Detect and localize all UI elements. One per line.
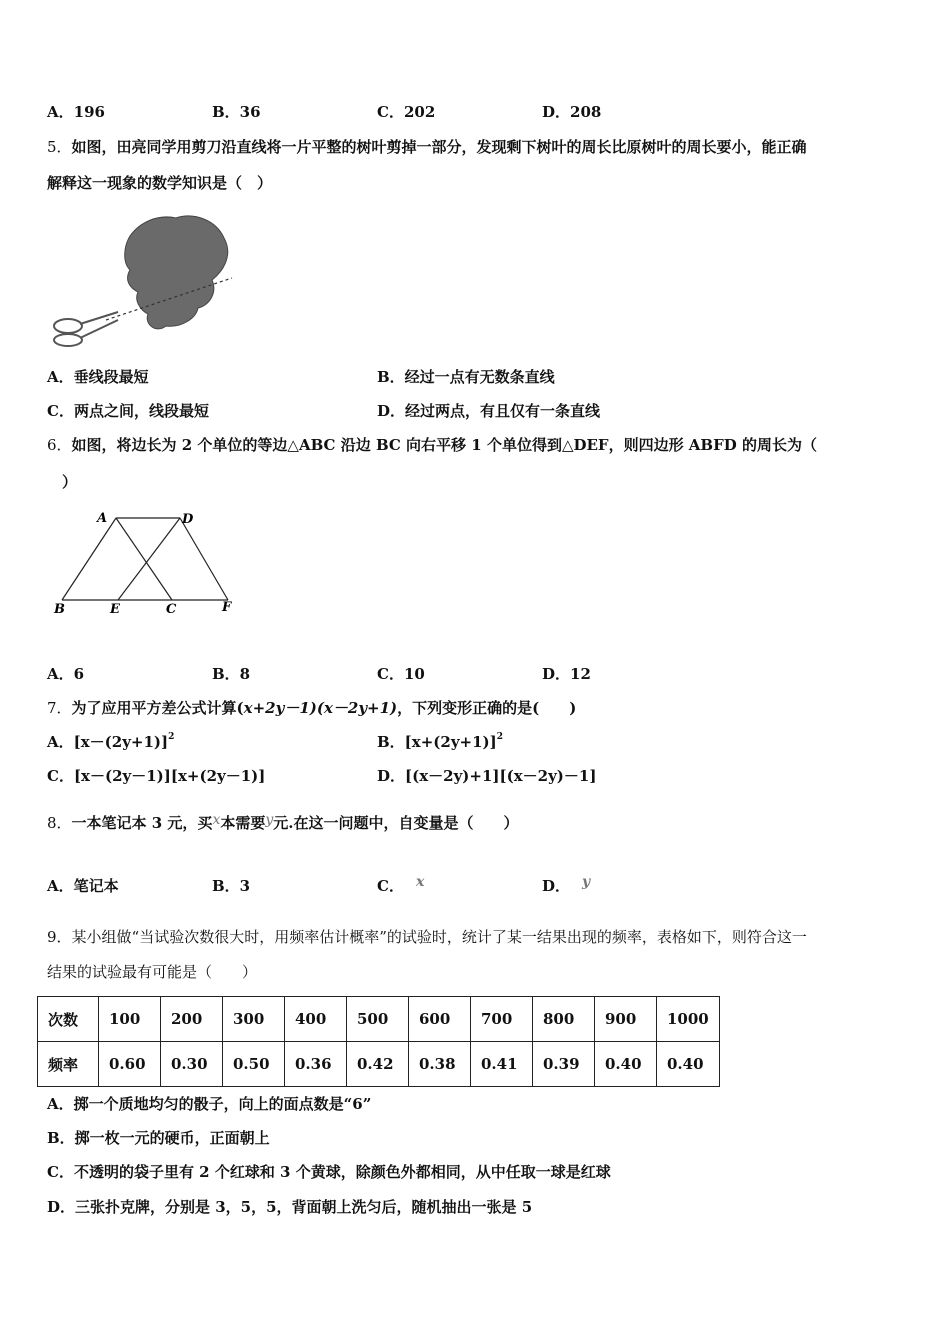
q4-option-a: A．196 [47,103,105,121]
q7-option-b-exponent: 2 [496,732,504,742]
frequency-table [37,996,720,1087]
q7-option-a-exponent: 2 [168,732,175,742]
table-cell: 0.41 [471,1042,533,1087]
table-cell: 0.36 [285,1042,347,1087]
label-e: E [110,602,120,617]
q4-option-d: D．208 [542,103,602,121]
q9-text-line1 [47,927,807,947]
q6-text-line1 [47,435,817,455]
q6-text-line2: ） [62,473,78,491]
q5-option-b: B．经过一点有无数条直线 [377,368,555,386]
q8-number: 8． [47,814,72,832]
label-b: B [54,602,65,617]
q8-option-c-var: x [415,874,425,890]
table-cell: 0.50 [223,1042,285,1087]
q4-option-c: C．202 [377,103,436,121]
label-d: D [182,512,194,527]
q9-option-b: B．掷一枚一元的硬币，正面朝上 [47,1129,270,1147]
q5-option-c: C．两点之间，线段最短 [47,402,209,420]
q8-option-b: B．3 [212,877,251,895]
q5-text-line1 [47,137,807,157]
label-a: A [97,511,108,526]
q6-stem: 如图，将边长为 2 个单位的等边△ABC 沿边 BC 向右平移 1 个单位得到△DEF，则四边形 ABFD 的周长为（ [71,436,817,454]
q7-option-c: C．[x－(2y－1)][x+(2y－1)] [47,767,266,785]
q7-option-d: D．[(x－2y)+1][(x－2y)－1] [377,767,597,785]
q8-option-c-label: C． [377,877,404,895]
q7-option-b [377,732,503,752]
q6-option-b: B．8 [212,665,251,683]
q9-option-c: C．不透明的袋子里有 2 个红球和 3 个黄球，除颜色外都相同，从中任取一球是红球 [47,1163,611,1181]
q7-option-a-text: A．[x－(2y+1)] [47,733,169,751]
table-cell: 400 [285,997,347,1042]
q9-option-a: A．掷一个质地均匀的骰子，向上的面点数是“6” [47,1095,372,1113]
q5-option-d: D．经过两点，有且仅有一条直线 [377,402,601,420]
q6-option-a: A．6 [47,665,85,683]
q5-number: 5． [47,138,72,156]
q8-var-y: y [265,812,274,828]
leaf-scissors-figure [48,208,234,348]
q9-option-d: D．三张扑克牌，分别是 3，5，5，背面朝上洗匀后，随机抽出一张是 5 [47,1198,533,1216]
q9-number: 9． [47,928,72,946]
q8-stem-c: 元.在这一问题中，自变量是（ ） [273,814,519,832]
q7-option-b-text: B．[x+(2y+1)] [377,733,497,751]
table-cell: 0.40 [595,1042,657,1087]
table-row [38,1042,720,1087]
table-cell: 100 [99,997,161,1042]
q5-stem: 如图，田亮同学用剪刀沿直线将一片平整的树叶剪掉一部分，发现剩下树叶的周长比原树叶的周长要小，能正确 [71,138,807,156]
table-cell: 800 [533,997,595,1042]
table-row [38,997,720,1042]
q6-option-c: C．10 [377,665,425,683]
table-header-cell: 次数 [38,997,99,1042]
q6-option-d: D．12 [542,665,591,683]
triangle-translation-figure [48,506,248,622]
q8-option-c [377,876,424,897]
table-cell: 0.39 [533,1042,595,1087]
table-cell: 900 [595,997,657,1042]
q7-option-a [47,732,174,752]
q7-stem-post: ，下列变形正确的是( ) [397,699,577,717]
q5-option-a: A．垂线段最短 [47,368,149,386]
table-cell: 0.42 [347,1042,409,1087]
table-cell: 0.30 [161,1042,223,1087]
q8-option-d-var: y [582,874,591,890]
table-cell: 200 [161,997,223,1042]
q8-option-a: A．笔记本 [47,877,119,895]
table-cell: 0.60 [99,1042,161,1087]
q5-text-line2: 解释这一现象的数学知识是（ ） [47,174,273,192]
table-header-cell: 频率 [38,1042,99,1087]
table-cell: 700 [471,997,533,1042]
table-cell: 1000 [657,997,720,1042]
q8-stem-b: 本需要 [220,814,266,832]
q6-number: 6． [47,436,72,454]
q7-expression: x+2y－1)(x－2y+1) [243,699,398,717]
table-cell: 300 [223,997,285,1042]
q8-option-d [542,876,590,897]
table-cell: 0.40 [657,1042,720,1087]
q8-var-x: x [212,812,221,828]
q7-text [47,698,576,718]
table-cell: 0.38 [409,1042,471,1087]
q9-text-line2: 结果的试验最有可能是（ ） [47,963,258,981]
q8-option-d-label: D． [542,877,571,895]
label-f: F [222,600,232,615]
q4-option-b: B．36 [212,103,261,121]
q9-stem: 某小组做“当试验次数很大时，用频率估计概率”的试验时，统计了某一结果出现的频率，表格如下，则符合这一 [71,928,807,946]
q8-stem-a: 一本笔记本 3 元，买 [71,814,213,832]
q7-stem-pre: 为了应用平方差公式计算( [71,699,244,717]
table-cell: 600 [409,997,471,1042]
q8-text [47,813,519,834]
q7-number: 7． [47,699,72,717]
label-c: C [166,602,177,617]
table-cell: 500 [347,997,409,1042]
